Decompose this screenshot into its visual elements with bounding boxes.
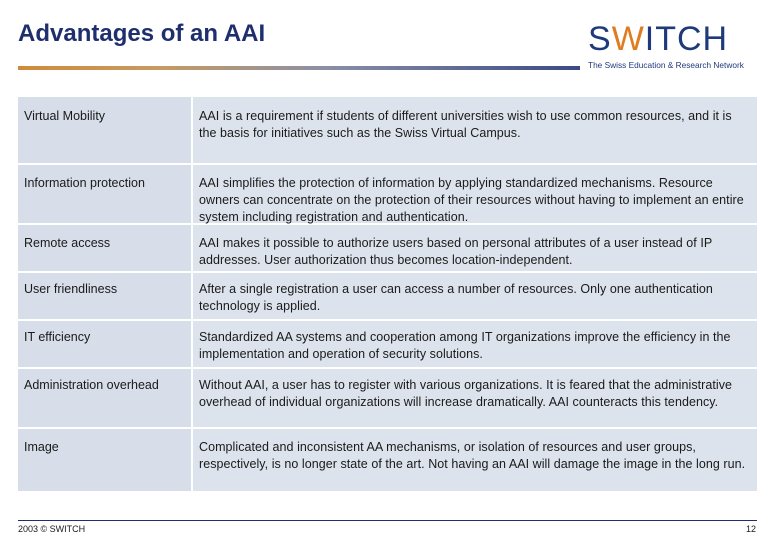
advantages-table bbox=[18, 97, 757, 493]
row-label: IT efficiency bbox=[18, 321, 191, 367]
table-row bbox=[18, 225, 757, 271]
page-title: Advantages of an AAI bbox=[18, 20, 266, 47]
row-description: AAI is a requirement if students of different universities wish to use common resources, and it is the basis for initiatives such as the Swiss Virtual Campus. bbox=[193, 97, 757, 163]
table-row bbox=[18, 165, 757, 223]
row-description: Without AAI, a user has to register with various organizations. It is feared that the administrative overhead of individual organizations will increase dramatically. AAI counteracts this tendency. bbox=[193, 369, 757, 427]
footer-copyright: 2003 © SWITCH bbox=[18, 524, 86, 534]
row-description: Standardized AA systems and cooperation among IT organizations improve the efficiency in the implementation and operation of security solutions. bbox=[193, 321, 757, 367]
table-row bbox=[18, 369, 757, 427]
table-row bbox=[18, 321, 757, 367]
table-row bbox=[18, 97, 757, 163]
logo-wordmark-start: S bbox=[588, 20, 612, 58]
logo-wordmark bbox=[588, 22, 728, 56]
table-row bbox=[18, 429, 757, 491]
row-label: Virtual Mobility bbox=[18, 97, 191, 163]
logo-tagline: The Swiss Education & Research Network bbox=[588, 60, 744, 70]
logo-wordmark-end: ITCH bbox=[644, 20, 729, 58]
row-description: AAI makes it possible to authorize users based on personal attributes of a user instead of IP addresses. User authorization thus becomes location-independent. bbox=[193, 225, 757, 271]
title-divider bbox=[18, 66, 580, 70]
logo-wordmark-accent: W bbox=[611, 20, 645, 58]
switch-logo bbox=[588, 22, 763, 72]
row-description: AAI simplifies the protection of information by applying standardized mechanisms. Resource owners can concentrate on the protection of their resources without having to implement an entire system including registration and authentication. bbox=[193, 165, 757, 223]
table-row bbox=[18, 273, 757, 319]
row-label: Remote access bbox=[18, 225, 191, 271]
row-description: Complicated and inconsistent AA mechanisms, or isolation of resources and user groups, respectively, is no longer state of the art. Not having an AAI will damage the image in the long run. bbox=[193, 429, 757, 491]
row-description: After a single registration a user can access a number of resources. Only one authentication technology is applied. bbox=[193, 273, 757, 319]
row-label: Information protection bbox=[18, 165, 191, 223]
footer-divider bbox=[18, 520, 757, 521]
row-label: Administration overhead bbox=[18, 369, 191, 427]
page-number: 12 bbox=[745, 524, 756, 534]
row-label: User friendliness bbox=[18, 273, 191, 319]
row-label: Image bbox=[18, 429, 191, 491]
